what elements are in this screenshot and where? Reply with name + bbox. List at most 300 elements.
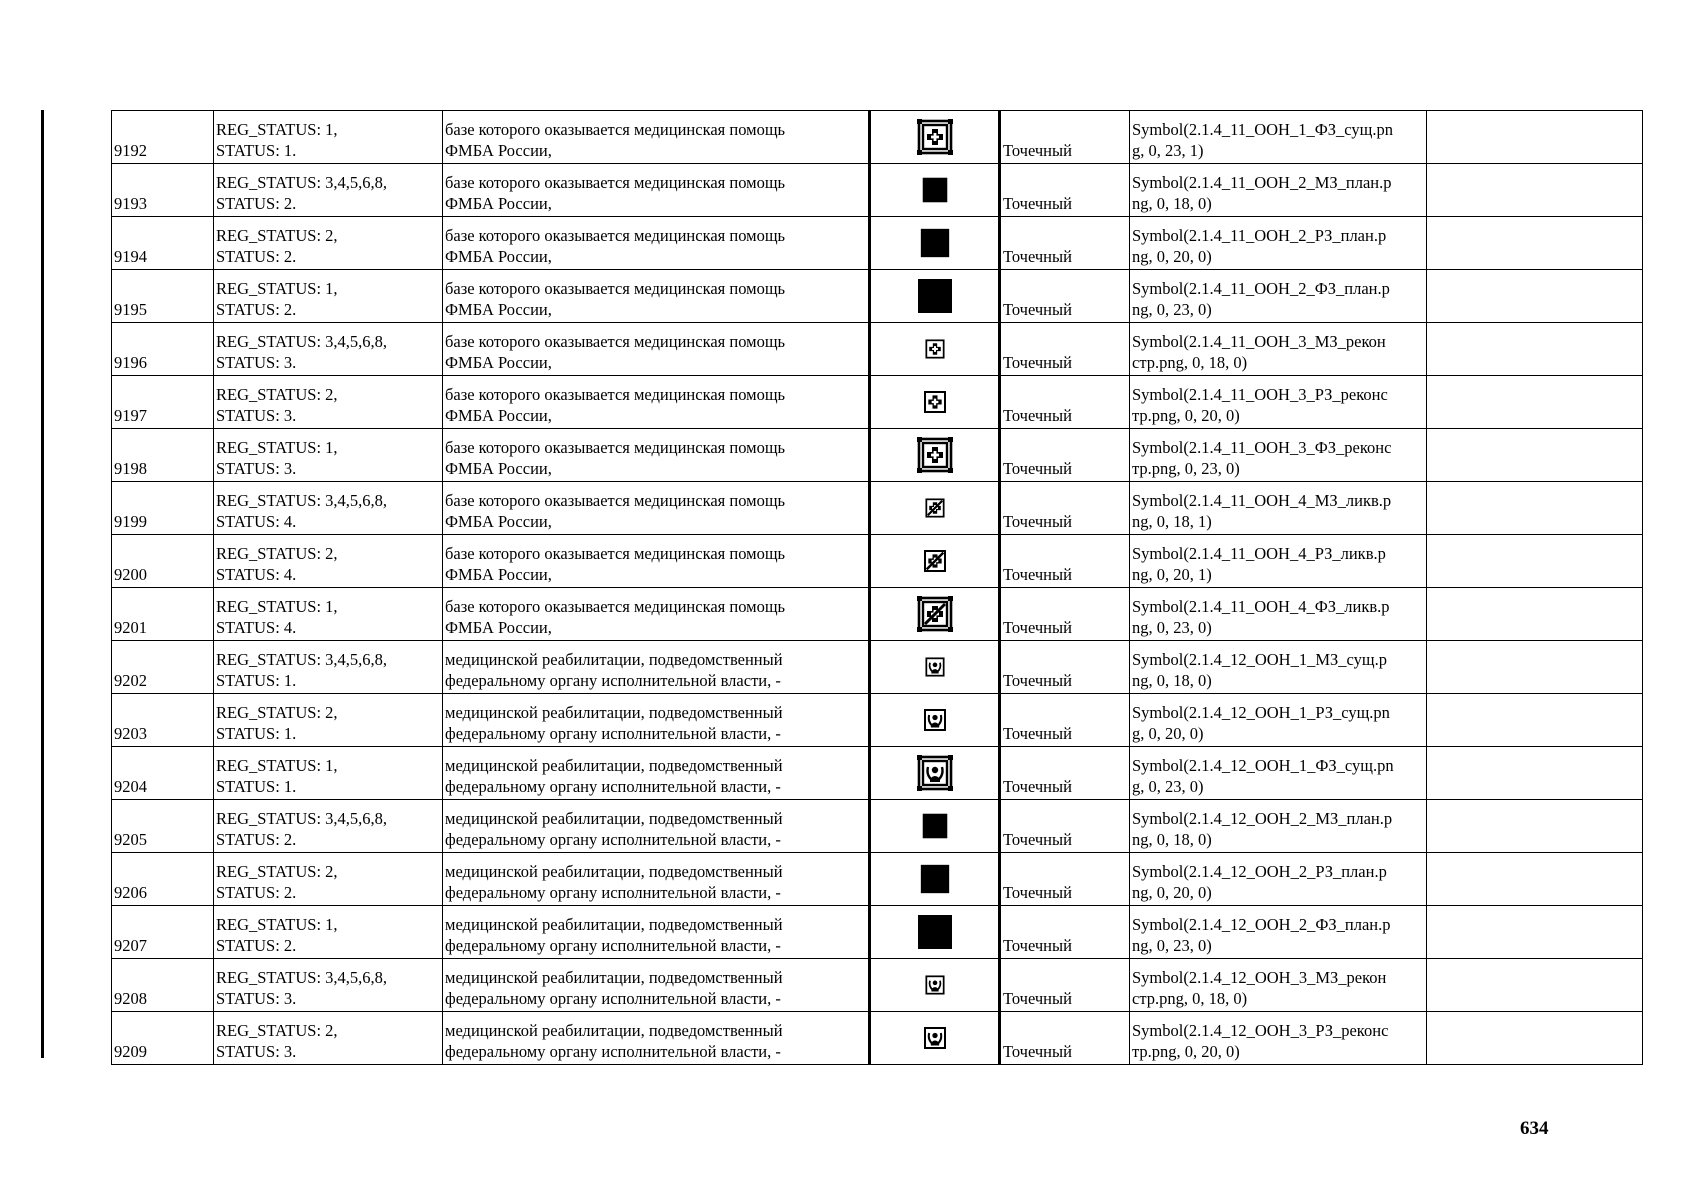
- description-line-2: ФМБА России,: [445, 512, 552, 531]
- table-row: [112, 853, 1643, 906]
- empty-cell: [1427, 376, 1643, 429]
- status-text: STATUS: 1.: [216, 671, 297, 690]
- status-cell: [214, 376, 443, 429]
- empty-cell: [1427, 429, 1643, 482]
- symbol-definition-cell: [1130, 270, 1427, 323]
- geometry-type: Точечный: [1003, 936, 1072, 955]
- rehab-hands-icon: [871, 1023, 998, 1053]
- geometry-type: Точечный: [1003, 1042, 1072, 1061]
- status-text: STATUS: 3.: [216, 1042, 297, 1061]
- type-cell: [1000, 111, 1130, 164]
- description-line-1: базе которого оказывается медицинская помощь: [445, 491, 786, 510]
- row-id-cell: [112, 959, 214, 1012]
- row-id: 9198: [114, 459, 147, 478]
- symbol-definition-cell: [1130, 217, 1427, 270]
- symbol-definition-line-2: ng, 0, 23, 0): [1132, 936, 1212, 955]
- table-row: [112, 588, 1643, 641]
- geometry-type: Точечный: [1003, 989, 1072, 1008]
- geometry-type: Точечный: [1003, 300, 1072, 319]
- row-id-cell: [112, 535, 214, 588]
- row-id-cell: [112, 376, 214, 429]
- table-row: [112, 111, 1643, 164]
- symbol-definition-line-2: g, 0, 23, 1): [1132, 141, 1204, 160]
- status-cell: [214, 111, 443, 164]
- symbol-definition-line-2: ng, 0, 23, 0): [1132, 618, 1212, 637]
- description-line-2: ФМБА России,: [445, 247, 552, 266]
- reg-status-text: REG_STATUS: 1,: [216, 597, 338, 616]
- symbol-definition-cell: [1130, 641, 1427, 694]
- description-cell: [443, 482, 870, 535]
- symbol-definition-line-2: ng, 0, 18, 0): [1132, 671, 1212, 690]
- table-row: [112, 429, 1643, 482]
- symbol-definition-cell: [1130, 1012, 1427, 1065]
- description-cell: [443, 641, 870, 694]
- geometry-type: Точечный: [1003, 724, 1072, 743]
- row-id-cell: [112, 906, 214, 959]
- symbol-image-cell: [870, 747, 1000, 800]
- reg-status-text: REG_STATUS: 3,4,5,6,8,: [216, 968, 388, 987]
- description-line-2: ФМБА России,: [445, 406, 552, 425]
- reg-status-text: REG_STATUS: 2,: [216, 385, 338, 404]
- rehab-hands-icon: [871, 654, 998, 680]
- description-line-1: базе которого оказывается медицинская помощь: [445, 385, 786, 404]
- type-cell: [1000, 217, 1130, 270]
- geometry-type: Точечный: [1003, 194, 1072, 213]
- empty-cell: [1427, 747, 1643, 800]
- row-id-cell: [112, 429, 214, 482]
- symbol-definition-line-1: Symbol(2.1.4_12_ООН_2_ФЗ_план.p: [1132, 915, 1391, 934]
- description-cell: [443, 376, 870, 429]
- status-text: STATUS: 2.: [216, 194, 297, 213]
- symbol-image-cell: [870, 535, 1000, 588]
- empty-cell: [1427, 1012, 1643, 1065]
- status-text: STATUS: 2.: [216, 830, 297, 849]
- table-row: [112, 482, 1643, 535]
- row-id: 9206: [114, 883, 147, 902]
- symbol-definition-line-1: Symbol(2.1.4_11_ООН_4_МЗ_ликв.p: [1132, 491, 1392, 510]
- status-text: STATUS: 4.: [216, 565, 297, 584]
- description-line-2: ФМБА России,: [445, 194, 552, 213]
- description-line-1: медицинской реабилитации, подведомственный: [445, 809, 783, 828]
- symbol-definition-line-2: ng, 0, 18, 0): [1132, 194, 1212, 213]
- status-text: STATUS: 2.: [216, 247, 297, 266]
- type-cell: [1000, 906, 1130, 959]
- medical-cross-struck-icon: [871, 495, 998, 521]
- status-cell: [214, 800, 443, 853]
- row-id: 9202: [114, 671, 147, 690]
- status-text: STATUS: 3.: [216, 406, 297, 425]
- row-id-cell: [112, 694, 214, 747]
- symbol-definition-line-1: Symbol(2.1.4_12_ООН_3_МЗ_рекон: [1132, 968, 1387, 987]
- symbol-definition-line-2: ng, 0, 18, 1): [1132, 512, 1212, 531]
- rehab-hands-icon: [871, 972, 998, 998]
- description-cell: [443, 164, 870, 217]
- reg-status-text: REG_STATUS: 3,4,5,6,8,: [216, 650, 388, 669]
- symbol-image-cell: [870, 1012, 1000, 1065]
- description-line-2: ФМБА России,: [445, 353, 552, 372]
- reg-status-text: REG_STATUS: 2,: [216, 1021, 338, 1040]
- description-line-1: медицинской реабилитации, подведомственный: [445, 968, 783, 987]
- geometry-type: Точечный: [1003, 565, 1072, 584]
- table-row: [112, 800, 1643, 853]
- empty-cell: [1427, 111, 1643, 164]
- symbol-definition-line-1: Symbol(2.1.4_11_ООН_2_ФЗ_план.p: [1132, 279, 1390, 298]
- table-row: [112, 535, 1643, 588]
- symbol-definition-line-2: g, 0, 23, 0): [1132, 777, 1204, 796]
- empty-cell: [1427, 164, 1643, 217]
- status-text: STATUS: 1.: [216, 141, 297, 160]
- description-cell: [443, 853, 870, 906]
- row-id: 9192: [114, 141, 147, 160]
- reg-status-text: REG_STATUS: 1,: [216, 915, 338, 934]
- symbol-definition-cell: [1130, 853, 1427, 906]
- row-id-cell: [112, 588, 214, 641]
- empty-cell: [1427, 694, 1643, 747]
- status-cell: [214, 323, 443, 376]
- symbol-image-cell: [870, 429, 1000, 482]
- symbol-definition-cell: [1130, 376, 1427, 429]
- description-line-1: медицинской реабилитации, подведомственный: [445, 1021, 783, 1040]
- status-cell: [214, 164, 443, 217]
- description-line-2: федеральному органу исполнительной власти, -: [445, 883, 781, 902]
- row-id: 9200: [114, 565, 147, 584]
- type-cell: [1000, 747, 1130, 800]
- status-cell: [214, 588, 443, 641]
- description-line-2: ФМБА России,: [445, 618, 552, 637]
- table-row: [112, 641, 1643, 694]
- symbol-definition-cell: [1130, 535, 1427, 588]
- description-line-1: базе которого оказывается медицинская помощь: [445, 120, 786, 139]
- medical-cross-struck-icon: [871, 546, 998, 576]
- reg-status-text: REG_STATUS: 2,: [216, 226, 338, 245]
- symbol-definition-line-1: Symbol(2.1.4_11_ООН_2_МЗ_план.p: [1132, 173, 1392, 192]
- symbol-image-cell: [870, 959, 1000, 1012]
- status-text: STATUS: 1.: [216, 724, 297, 743]
- status-cell: [214, 217, 443, 270]
- row-id: 9208: [114, 989, 147, 1008]
- symbol-definition-cell: [1130, 164, 1427, 217]
- row-id: 9207: [114, 936, 147, 955]
- row-id: 9199: [114, 512, 147, 531]
- symbol-image-cell: [870, 270, 1000, 323]
- description-line-2: федеральному органу исполнительной власти, -: [445, 671, 781, 690]
- status-text: STATUS: 3.: [216, 353, 297, 372]
- description-cell: [443, 217, 870, 270]
- symbol-definition-cell: [1130, 747, 1427, 800]
- status-text: STATUS: 4.: [216, 618, 297, 637]
- rehab-hands-icon: [871, 705, 998, 735]
- description-cell: [443, 747, 870, 800]
- description-line-1: медицинской реабилитации, подведомственный: [445, 650, 783, 669]
- empty-cell: [1427, 800, 1643, 853]
- reg-status-text: REG_STATUS: 1,: [216, 279, 338, 298]
- rehab-hands-framed-icon: [871, 755, 998, 791]
- description-line-1: базе которого оказывается медицинская помощь: [445, 279, 786, 298]
- reg-status-text: REG_STATUS: 1,: [216, 756, 338, 775]
- symbol-definition-cell: [1130, 323, 1427, 376]
- row-id-cell: [112, 323, 214, 376]
- table-row: [112, 217, 1643, 270]
- table-row: [112, 747, 1643, 800]
- geometry-type: Точечный: [1003, 671, 1072, 690]
- table-row: [112, 270, 1643, 323]
- geometry-type: Точечный: [1003, 247, 1072, 266]
- description-line-2: федеральному органу исполнительной власти, -: [445, 1042, 781, 1061]
- status-cell: [214, 641, 443, 694]
- symbol-definition-line-1: Symbol(2.1.4_11_ООН_3_МЗ_рекон: [1132, 332, 1386, 351]
- type-cell: [1000, 1012, 1130, 1065]
- type-cell: [1000, 376, 1130, 429]
- description-cell: [443, 800, 870, 853]
- symbol-definition-line-1: Symbol(2.1.4_12_ООН_1_РЗ_сущ.pn: [1132, 703, 1390, 722]
- medical-cross-struck-framed-icon: [871, 596, 998, 632]
- solid-square-icon: [871, 177, 998, 203]
- status-text: STATUS: 2.: [216, 883, 297, 902]
- status-text: STATUS: 2.: [216, 300, 297, 319]
- table-row: [112, 1012, 1643, 1065]
- description-line-2: федеральному органу исполнительной власти, -: [445, 989, 781, 1008]
- symbol-definition-line-2: стр.png, 0, 18, 0): [1132, 353, 1248, 372]
- empty-cell: [1427, 588, 1643, 641]
- symbol-definition-line-2: стр.png, 0, 18, 0): [1132, 989, 1248, 1008]
- symbol-definition-cell: [1130, 482, 1427, 535]
- row-id: 9194: [114, 247, 147, 266]
- solid-square-icon: [871, 914, 998, 950]
- symbol-table: [111, 110, 1643, 1065]
- row-id-cell: [112, 853, 214, 906]
- reg-status-text: REG_STATUS: 2,: [216, 703, 338, 722]
- left-margin-rule: [41, 110, 44, 1058]
- type-cell: [1000, 323, 1130, 376]
- type-cell: [1000, 429, 1130, 482]
- row-id: 9205: [114, 830, 147, 849]
- symbol-image-cell: [870, 482, 1000, 535]
- solid-square-icon: [871, 228, 998, 258]
- geometry-type: Точечный: [1003, 830, 1072, 849]
- row-id: 9195: [114, 300, 147, 319]
- description-line-2: федеральному органу исполнительной власти, -: [445, 724, 781, 743]
- row-id: 9203: [114, 724, 147, 743]
- symbol-definition-cell: [1130, 111, 1427, 164]
- solid-square-icon: [871, 813, 998, 839]
- description-cell: [443, 535, 870, 588]
- description-line-2: федеральному органу исполнительной власти, -: [445, 830, 781, 849]
- status-cell: [214, 747, 443, 800]
- type-cell: [1000, 959, 1130, 1012]
- status-cell: [214, 535, 443, 588]
- status-cell: [214, 482, 443, 535]
- description-cell: [443, 323, 870, 376]
- geometry-type: Точечный: [1003, 512, 1072, 531]
- description-line-1: медицинской реабилитации, подведомственный: [445, 862, 783, 881]
- row-id: 9204: [114, 777, 147, 796]
- row-id-cell: [112, 217, 214, 270]
- description-line-2: ФМБА России,: [445, 141, 552, 160]
- description-line-1: медицинской реабилитации, подведомственный: [445, 756, 783, 775]
- description-line-1: медицинской реабилитации, подведомственный: [445, 915, 783, 934]
- geometry-type: Точечный: [1003, 459, 1072, 478]
- symbol-definition-line-1: Symbol(2.1.4_11_ООН_4_ФЗ_ликв.p: [1132, 597, 1390, 616]
- symbol-definition-line-1: Symbol(2.1.4_12_ООН_3_РЗ_реконс: [1132, 1021, 1389, 1040]
- symbol-definition-line-1: Symbol(2.1.4_11_ООН_4_РЗ_ликв.p: [1132, 544, 1386, 563]
- empty-cell: [1427, 217, 1643, 270]
- symbol-image-cell: [870, 853, 1000, 906]
- row-id-cell: [112, 747, 214, 800]
- reg-status-text: REG_STATUS: 1,: [216, 120, 338, 139]
- medical-cross-framed-icon: [871, 119, 998, 155]
- type-cell: [1000, 164, 1130, 217]
- row-id-cell: [112, 800, 214, 853]
- symbol-definition-cell: [1130, 800, 1427, 853]
- symbol-image-cell: [870, 164, 1000, 217]
- geometry-type: Точечный: [1003, 141, 1072, 160]
- status-text: STATUS: 4.: [216, 512, 297, 531]
- type-cell: [1000, 482, 1130, 535]
- type-cell: [1000, 588, 1130, 641]
- description-cell: [443, 694, 870, 747]
- medical-cross-icon: [871, 336, 998, 362]
- row-id-cell: [112, 111, 214, 164]
- row-id-cell: [112, 482, 214, 535]
- status-cell: [214, 429, 443, 482]
- status-text: STATUS: 3.: [216, 989, 297, 1008]
- table-row: [112, 323, 1643, 376]
- symbol-image-cell: [870, 906, 1000, 959]
- table-row: [112, 906, 1643, 959]
- description-line-1: медицинской реабилитации, подведомственный: [445, 703, 783, 722]
- symbol-image-cell: [870, 323, 1000, 376]
- description-line-2: ФМБА России,: [445, 300, 552, 319]
- description-line-1: базе которого оказывается медицинская помощь: [445, 597, 786, 616]
- symbol-definition-line-2: ng, 0, 23, 0): [1132, 300, 1212, 319]
- status-cell: [214, 959, 443, 1012]
- type-cell: [1000, 270, 1130, 323]
- symbol-definition-cell: [1130, 906, 1427, 959]
- symbol-image-cell: [870, 111, 1000, 164]
- symbol-image-cell: [870, 641, 1000, 694]
- reg-status-text: REG_STATUS: 3,4,5,6,8,: [216, 173, 388, 192]
- table-row: [112, 376, 1643, 429]
- type-cell: [1000, 694, 1130, 747]
- description-cell: [443, 906, 870, 959]
- geometry-type: Точечный: [1003, 777, 1072, 796]
- status-cell: [214, 1012, 443, 1065]
- symbol-definition-cell: [1130, 694, 1427, 747]
- row-id: 9197: [114, 406, 147, 425]
- geometry-type: Точечный: [1003, 353, 1072, 372]
- row-id: 9201: [114, 618, 147, 637]
- symbol-definition-line-2: тр.png, 0, 20, 0): [1132, 1042, 1240, 1061]
- status-cell: [214, 906, 443, 959]
- description-cell: [443, 1012, 870, 1065]
- symbol-definition-line-2: тр.png, 0, 20, 0): [1132, 406, 1240, 425]
- type-cell: [1000, 641, 1130, 694]
- symbol-definition-line-1: Symbol(2.1.4_11_ООН_3_ФЗ_реконс: [1132, 438, 1392, 457]
- symbol-definition-line-1: Symbol(2.1.4_12_ООН_1_ФЗ_сущ.pn: [1132, 756, 1394, 775]
- reg-status-text: REG_STATUS: 3,4,5,6,8,: [216, 491, 388, 510]
- reg-status-text: REG_STATUS: 3,4,5,6,8,: [216, 809, 388, 828]
- row-id-cell: [112, 641, 214, 694]
- symbol-definition-line-1: Symbol(2.1.4_12_ООН_2_МЗ_план.p: [1132, 809, 1393, 828]
- type-cell: [1000, 800, 1130, 853]
- row-id: 9193: [114, 194, 147, 213]
- table-row: [112, 164, 1643, 217]
- reg-status-text: REG_STATUS: 3,4,5,6,8,: [216, 332, 388, 351]
- symbol-definition-line-1: Symbol(2.1.4_11_ООН_1_ФЗ_сущ.pn: [1132, 120, 1393, 139]
- solid-square-icon: [871, 278, 998, 314]
- row-id-cell: [112, 270, 214, 323]
- status-cell: [214, 694, 443, 747]
- symbol-image-cell: [870, 588, 1000, 641]
- description-cell: [443, 111, 870, 164]
- symbol-definition-line-1: Symbol(2.1.4_12_ООН_1_МЗ_сущ.p: [1132, 650, 1387, 669]
- status-cell: [214, 270, 443, 323]
- symbol-image-cell: [870, 376, 1000, 429]
- row-id-cell: [112, 164, 214, 217]
- geometry-type: Точечный: [1003, 883, 1072, 902]
- page-number: 634: [1520, 1118, 1549, 1139]
- row-id: 9209: [114, 1042, 147, 1061]
- description-line-2: федеральному органу исполнительной власти, -: [445, 936, 781, 955]
- symbol-definition-line-1: Symbol(2.1.4_11_ООН_2_РЗ_план.p: [1132, 226, 1387, 245]
- status-cell: [214, 853, 443, 906]
- type-cell: [1000, 535, 1130, 588]
- table-row: [112, 959, 1643, 1012]
- description-line-1: базе которого оказывается медицинская помощь: [445, 332, 786, 351]
- reg-status-text: REG_STATUS: 2,: [216, 862, 338, 881]
- description-line-1: базе которого оказывается медицинская помощь: [445, 173, 786, 192]
- empty-cell: [1427, 482, 1643, 535]
- symbol-definition-cell: [1130, 588, 1427, 641]
- reg-status-text: REG_STATUS: 2,: [216, 544, 338, 563]
- medical-cross-icon: [871, 387, 998, 417]
- reg-status-text: REG_STATUS: 1,: [216, 438, 338, 457]
- description-line-2: ФМБА России,: [445, 565, 552, 584]
- row-id-cell: [112, 1012, 214, 1065]
- description-cell: [443, 588, 870, 641]
- geometry-type: Точечный: [1003, 406, 1072, 425]
- symbol-definition-cell: [1130, 959, 1427, 1012]
- symbol-definition-line-1: Symbol(2.1.4_11_ООН_3_РЗ_реконс: [1132, 385, 1388, 404]
- symbol-image-cell: [870, 800, 1000, 853]
- description-cell: [443, 270, 870, 323]
- empty-cell: [1427, 853, 1643, 906]
- type-cell: [1000, 853, 1130, 906]
- description-line-2: федеральному органу исполнительной власти, -: [445, 777, 781, 796]
- description-cell: [443, 429, 870, 482]
- symbol-definition-line-2: тр.png, 0, 23, 0): [1132, 459, 1240, 478]
- description-line-1: базе которого оказывается медицинская помощь: [445, 438, 786, 457]
- description-line-1: базе которого оказывается медицинская помощь: [445, 226, 786, 245]
- symbol-image-cell: [870, 694, 1000, 747]
- empty-cell: [1427, 906, 1643, 959]
- empty-cell: [1427, 641, 1643, 694]
- empty-cell: [1427, 323, 1643, 376]
- table-row: [112, 694, 1643, 747]
- description-line-2: ФМБА России,: [445, 459, 552, 478]
- medical-cross-framed-icon: [871, 437, 998, 473]
- symbol-image-cell: [870, 217, 1000, 270]
- symbol-definition-line-1: Symbol(2.1.4_12_ООН_2_РЗ_план.p: [1132, 862, 1387, 881]
- symbol-definition-line-2: ng, 0, 18, 0): [1132, 830, 1212, 849]
- symbol-definition-line-2: ng, 0, 20, 0): [1132, 247, 1212, 266]
- symbol-definition-cell: [1130, 429, 1427, 482]
- symbol-definition-line-2: ng, 0, 20, 0): [1132, 883, 1212, 902]
- status-text: STATUS: 2.: [216, 936, 297, 955]
- empty-cell: [1427, 535, 1643, 588]
- symbol-definition-line-2: g, 0, 20, 0): [1132, 724, 1204, 743]
- row-id: 9196: [114, 353, 147, 372]
